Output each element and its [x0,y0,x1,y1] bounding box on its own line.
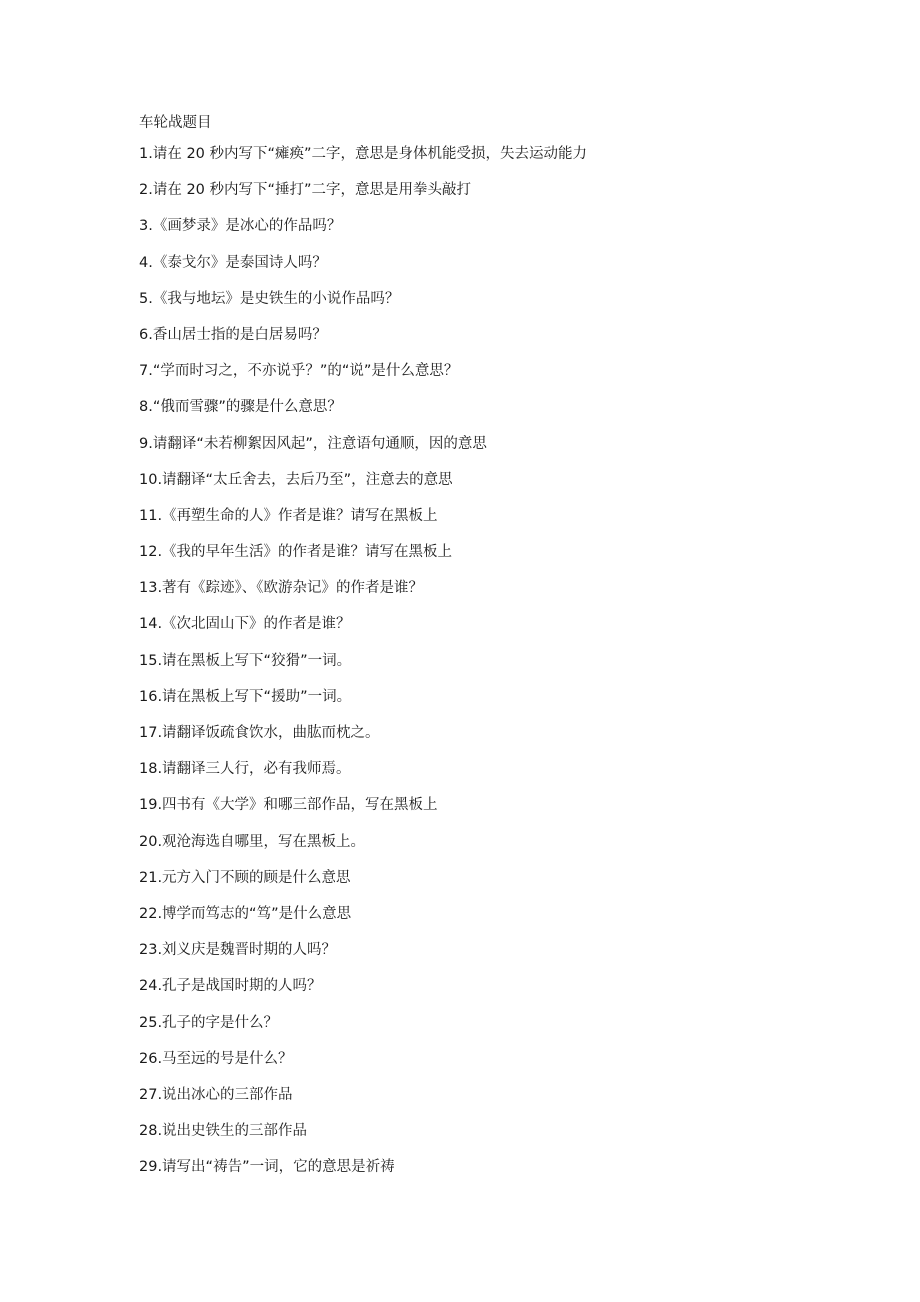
question-item: 14.《次北固山下》的作者是谁？ [139,616,351,633]
question-item: 8.“俄而雪骤”的骤是什么意思？ [139,399,342,416]
question-item: 27.说出冰心的三部作品 [139,1086,293,1103]
question-item: 23.刘义庆是魏晋时期的人吗？ [139,942,337,959]
question-item: 22.博学而笃志的“笃”是什么意思 [139,905,352,922]
question-item: 2.请在 20 秒内写下“捶打”二字，意思是用拳头敲打 [139,182,472,199]
question-item: 28.说出史铁生的三部作品 [139,1123,308,1140]
question-item: 15.请在黑板上写下“狡猾”一词。 [139,652,352,669]
question-item: 4.《泰戈尔》是泰国诗人吗？ [139,254,327,271]
question-item: 13.著有《踪迹》、《欧游杂记》的作者是谁？ [139,580,424,597]
question-item: 26.马至远的号是什么？ [139,1050,293,1067]
question-item: 1.请在 20 秒内写下“瘫痪”二字，意思是身体机能受损，失去运动能力 [139,146,588,162]
question-item: 7.“学而时习之，不亦说乎？”的“说”是什么意思？ [139,363,459,380]
question-item: 11.《再塑生命的人》作者是谁？请写在黑板上 [139,507,438,524]
question-item: 25.孔子的字是什么？ [139,1014,279,1031]
question-list [139,144,587,1193]
document-title: 车轮战题目 [139,115,212,131]
question-item: 3.《画梦录》是冰心的作品吗？ [139,218,342,235]
question-item: 12.《我的早年生活》的作者是谁？请写在黑板上 [139,544,453,561]
question-item: 19.四书有《大学》和哪三部作品，写在黑板上 [139,797,438,814]
question-item: 18.请翻译三人行，必有我师焉。 [139,761,351,778]
question-item: 10.请翻译“太丘舍去，去后乃至”，注意去的意思 [139,471,453,488]
question-item: 5.《我与地坛》是史铁生的小说作品吗？ [139,290,400,307]
question-item: 24.孔子是战国时期的人吗？ [139,978,322,995]
question-item: 20.观沧海选自哪里，写在黑板上。 [139,833,366,850]
question-item: 9.请翻译“未若柳絮因风起”，注意语句通顺，因的意思 [139,435,487,452]
question-item: 16.请在黑板上写下“援助”一词。 [139,688,352,705]
question-item: 17.请翻译饭疏食饮水，曲肱而枕之。 [139,725,380,741]
question-item: 21.元方入门不顾的顾是什么意思 [139,869,351,886]
question-item: 29.请写出“祷告”一词，它的意思是祈祷 [139,1159,395,1176]
question-item: 6.香山居士指的是白居易吗？ [139,326,327,343]
